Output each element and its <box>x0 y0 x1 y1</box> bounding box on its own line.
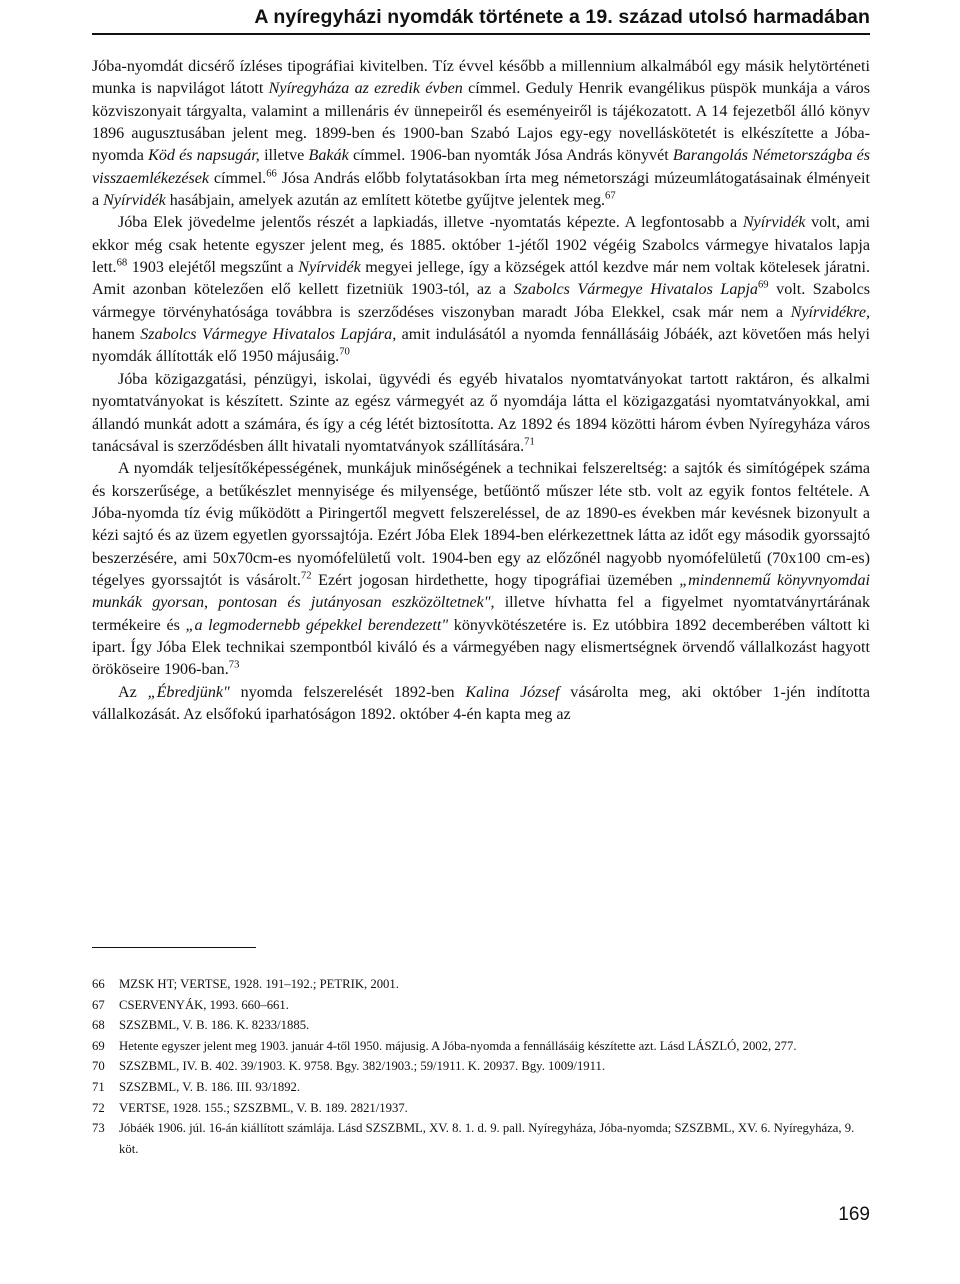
footnote-ref: 68 <box>116 257 128 269</box>
footnote-number: 67 <box>92 997 105 1012</box>
footnote-number: 68 <box>92 1018 105 1033</box>
footnotes <box>92 974 870 1159</box>
text-run: volt. Szabolcs vármegye törvényhatósága továbbra is szerződéses viszonyban maradt Jóba Elekkel, csak már nem a <box>92 281 870 321</box>
text-run: 1903 elejétől megszűnt a <box>127 259 299 277</box>
footnote <box>92 974 870 995</box>
footnote-text: Jóbáék 1906. júl. 16-án kiállított számlája. Lásd SZSZBML, XV. 8. 1. d. 9. pall. Nyíregyháza, Jóba-nyomda; SZSZBML, XV. 6. Nyíregyháza, 9. köt. <box>119 1121 855 1156</box>
text-run: amit indulásától a nyomda fennállásáig Jóbáék, azt követően más helyi nyomdák állították elő 1950 májusáig. <box>92 326 870 366</box>
text-run: hanem <box>92 326 141 344</box>
page-number: 169 <box>838 1204 870 1225</box>
text-run: címmel. <box>209 169 267 187</box>
footnote <box>92 1118 870 1159</box>
italic-name: Kalina József <box>465 683 560 701</box>
italic-title: Nyírvidék <box>103 192 166 210</box>
footnote-number: 73 <box>92 1121 105 1136</box>
footnote-text: VERTSE, 1928. 155.; SZSZBML, V. B. 189. 2821/1937. <box>119 1100 408 1115</box>
italic-title: Nyíregyháza az ezredik évben <box>268 80 463 98</box>
footnote-number: 70 <box>92 1059 105 1074</box>
running-header-title: A nyíregyházi nyomdák története a 19. század utolsó harmadában <box>254 6 870 28</box>
footnote-text: MZSK HT; VERTSE, 1928. 191–192.; PETRIK, 2001. <box>119 977 399 991</box>
footnote-number: 69 <box>92 1038 105 1053</box>
text-run: Ezért jogosan hirdethette, hogy tipográfiai üzemében <box>311 571 680 589</box>
footnote <box>92 1015 870 1036</box>
text-run: könyvkötészetére is. Ez utóbbira 1892 decemberében váltott ki ipart. Így Jóba Elek technikai szempontból kiváló és a vármegyében nagy elismertségnek örvendő vállalkozást hagyott örököseire 1906-ban. <box>92 616 870 679</box>
text-run: Jóba közigazgatási, pénzügyi, iskolai, ügyvédi és egyéb hivatalos nyomtatványokat tartott raktáron, és alkalmi nyomtatványokat is készített. Szinte az egész vármegyét az ő nyomdája látta el közigazgatási nyomtatványokkal, ami állandó munkát adott a számára, és így a cég létét biztosította. Az 1892 és 1894 közötti három évben Nyíregyháza város tanácsával is szerződésben állt hivatali nyomtatványok szállítására. <box>92 370 870 455</box>
footnote-text: SZSZBML, V. B. 186. K. 8233/1885. <box>119 1018 310 1033</box>
paragraph-2 <box>92 212 870 368</box>
text-run: Az <box>118 683 148 701</box>
footnote-number: 72 <box>92 1100 105 1115</box>
text-run: Jóba Elek jövedelme jelentős részét a lapkiadás, illetve -nyomtatás képezte. A legfontosabb a <box>118 214 743 232</box>
footnote <box>92 1056 870 1077</box>
footnote-ref: 72 <box>300 570 312 582</box>
footnote-ref: 69 <box>757 280 769 292</box>
paragraph-1 <box>92 56 870 212</box>
text-run: megyei jellege, így a községek attól kezdve már nem voltak kötelesek járatni. Amit azonban kötelezően elő kellett fizetniük 1903-tól, az a <box>92 259 870 299</box>
text-run: címmel. Geduly Henrik evangélikus püspök munkája a város közviszonyait tárgyalta, valamint a millenáris év ünnepeiről és eseményeiről is tájékozatott. A 14 fejezetből álló könyv 1896 augusztusában jelent meg. 1899-ben és 1900-ban Szabó Lajos egy-egy novelláskötetét is elkészítette a Jóba-nyomda <box>92 80 870 165</box>
text-run: volt, ami ekkor még csak hetente egyszer jelent meg, és 1885. október 1-jétől 1902 végéig Szabolcs vármegye hivatalos lapja lett. <box>92 214 870 277</box>
footnote <box>92 1036 870 1057</box>
body-text <box>92 56 870 726</box>
footnote <box>92 1098 870 1119</box>
footnote-number: 66 <box>92 977 105 991</box>
footnote-separator <box>92 947 256 948</box>
text-run: nyomda felszerelését 1892-ben <box>229 683 466 701</box>
paragraph-5 <box>92 682 870 727</box>
footnote-ref: 70 <box>339 347 350 359</box>
text-run: hasábjain, amelyek azután az említett kötetbe gyűjtve jelentek meg. <box>165 192 606 210</box>
text-run: illetve hívhatta fel a figyelmet nyomtatványrtárának termékeire és <box>92 594 870 634</box>
italic-title: Szabolcs Vármegye Hivatalos Lapja <box>513 281 758 299</box>
paragraph-4 <box>92 458 870 681</box>
text-run: címmel. 1906-ban nyomták Jósa András könyvét <box>348 147 673 165</box>
footnote-text: SZSZBML, IV. B. 402. 39/1903. K. 9758. Bgy. 382/1903.; 59/1911. K. 20937. Bgy. 1009/1911. <box>119 1059 606 1074</box>
text-run: Jósa András előbb folytatásokban írta meg németországi múzeumlátogatásainak élményeit a <box>92 169 870 210</box>
footnote-ref: 73 <box>228 659 240 671</box>
italic-quote: „a legmodernebb gépekkel berendezett" <box>185 616 449 634</box>
italic-title: „Ébredjünk" <box>147 683 230 701</box>
footnote-text: Hetente egyszer jelent meg 1903. január 4-től 1950. májusig. A Jóba-nyomda a fennállásáig készítette azt. Lásd LÁSZLÓ, 2002, 277. <box>119 1038 797 1053</box>
text-run: vásárolta meg, aki október 1-jén indította vállalkozását. Az elsőfokú iparhatóságon 1892. október 4-én kapta meg az <box>92 683 870 723</box>
footnote-ref: 71 <box>524 436 535 448</box>
footnote <box>92 1077 870 1098</box>
footnote-ref: 66 <box>266 168 277 180</box>
italic-title: Barangolás Németországba és visszaemlékezések <box>92 147 871 187</box>
italic-title: Köd és napsugár, <box>148 147 260 165</box>
italic-title: Szabolcs Vármegye Hivatalos Lapjára, <box>140 326 397 344</box>
paragraph-3 <box>92 369 870 458</box>
text-run: Jóba-nyomdát dicsérő ízléses tipográfiai kivitelben. Tíz évvel később a millennium alkalmából egy másik helytörténeti munka is napvilágot látott <box>92 58 870 98</box>
footnote-ref: 67 <box>605 190 616 202</box>
italic-title: Nyírvidék <box>298 259 361 277</box>
italic-quote: „mindennemű könyvnyomdai munkák gyorsan, pontosan és jutányosan eszközöltetnek", <box>92 571 870 612</box>
text-run: illetve <box>259 147 309 165</box>
italic-title: Bakák <box>308 147 349 165</box>
footnote-number: 71 <box>92 1079 105 1094</box>
text-run: A nyomdák teljesítőképességének, munkájuk minőségének a technikai felszereltség: a sajtók és simítógépek száma és korszerűsége, a betűkészlet mennyisége és milyensége, betűöntő műszer léte stb. volt az egyik fontos feltétele. A Jóba-nyomda tíz évig működött a Piringertől megvett felszereléssel, de az 1890-es években már kevésnek bizonyult a kézi sajtó és az üzem egyetlen gyorssajtója. Ezért Jóba Elek 1894-ben elérkezettnek látta az időt egy második gyorssajtó beszerzésére, ami 50x70cm-es nyomófelületű volt. 1904-ben egy az előzőnél nagyobb nyomófelületű (70x100 cm-es) tégelyes gyorssajtót is vásárolt. <box>92 460 870 589</box>
italic-title: Nyírvidékre, <box>790 303 870 321</box>
running-header <box>92 2 870 38</box>
footnote <box>92 995 870 1016</box>
footnote-text: CSERVENYÁK, 1993. 660–661. <box>119 997 289 1012</box>
italic-title: Nyírvidék <box>742 214 806 232</box>
header-rule <box>92 33 870 35</box>
footnote-text: SZSZBML, V. B. 186. III. 93/1892. <box>119 1079 301 1094</box>
